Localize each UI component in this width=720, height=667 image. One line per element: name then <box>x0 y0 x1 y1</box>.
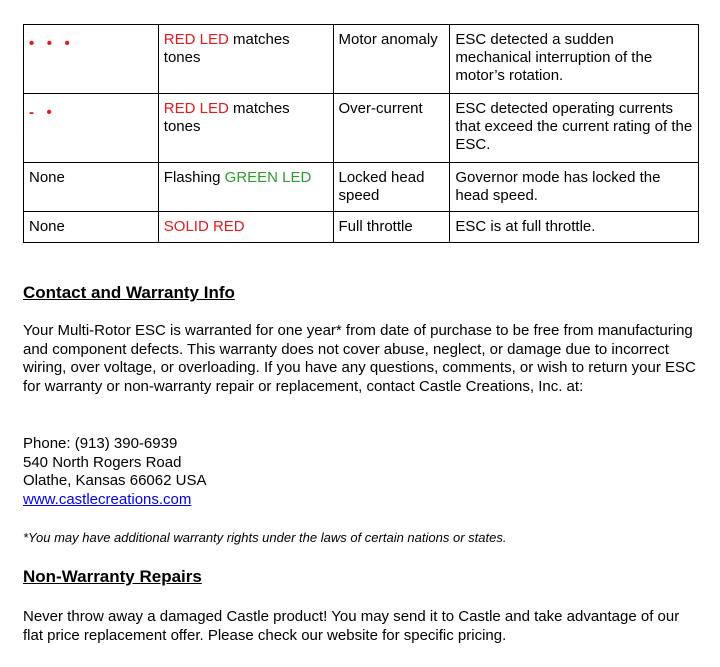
condition-cell: Motor anomaly <box>333 25 450 94</box>
beep-pattern: - • <box>29 104 52 121</box>
led-cell <box>158 163 333 212</box>
led-text: matches tones <box>163 31 290 66</box>
description-cell: Governor mode has locked the head speed. <box>450 163 699 212</box>
table-row <box>24 163 699 212</box>
city-address: Olathe, Kansas 66062 USA <box>23 472 207 489</box>
description-cell: ESC is at full throttle. <box>450 212 699 243</box>
condition-cell: Full throttle <box>333 212 450 243</box>
beep-cell: None <box>24 163 159 212</box>
contact-address <box>23 435 703 509</box>
phone-number: Phone: (913) 390-6939 <box>23 435 178 452</box>
table-row <box>24 94 699 163</box>
warranty-footnote: *You may have additional warranty rights under the laws of certain nations or states. <box>23 530 507 545</box>
beep-cell <box>24 25 159 94</box>
website-link[interactable]: www.castlecreations.com <box>23 490 192 508</box>
description-cell: ESC detected a sudden mechanical interruption of the motor’s rotation. <box>450 25 699 94</box>
led-text: matches tones <box>163 100 290 135</box>
led-color-text: RED LED <box>163 100 229 117</box>
contact-heading: Contact and Warranty Info <box>23 283 235 302</box>
led-color-text: RED LED <box>163 31 229 48</box>
warranty-paragraph: Your Multi-Rotor ESC is warranted for one year* from date of purchase to be free from manufacturing and component defects. This warranty does not cover abuse, neglect, or damage due to incorrect wiring, over voltage, or overloading. If you have any questions, comments, or wish to return your ESC for warranty or non-warranty repair or replacement, contact Castle Creations, Inc. at: <box>23 322 696 395</box>
description-cell: ESC detected operating currents that exceed the current rating of the ESC. <box>450 94 699 163</box>
beep-cell: None <box>24 212 159 243</box>
led-cell <box>158 212 333 243</box>
street-address: 540 North Rogers Road <box>23 453 182 471</box>
led-color-text: GREEN LED <box>224 169 312 186</box>
table-row <box>24 25 699 94</box>
led-color-text: SOLID RED <box>163 218 245 235</box>
led-cell <box>158 94 333 163</box>
led-text: Flashing <box>163 169 225 186</box>
led-cell <box>158 25 333 94</box>
repairs-paragraph: Never throw away a damaged Castle product! You may send it to Castle and take advantage of our flat price replacement offer. Please check our website for specific pricing. <box>23 608 680 644</box>
condition-cell: Over-current <box>333 94 450 163</box>
status-code-table <box>23 24 699 243</box>
beep-pattern: • • • <box>29 35 70 52</box>
table-row <box>24 212 699 243</box>
beep-cell <box>24 94 159 163</box>
repairs-heading: Non-Warranty Repairs <box>23 567 202 586</box>
condition-cell: Locked head speed <box>333 163 450 212</box>
